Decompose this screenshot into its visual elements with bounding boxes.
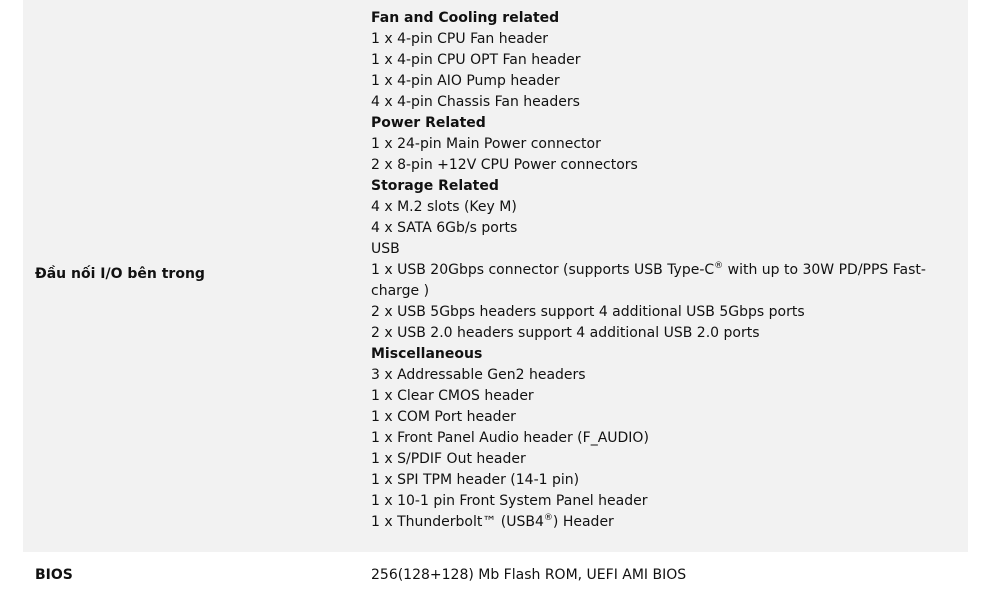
spec-label-internal-io: Đầu nối I/O bên trong bbox=[35, 266, 205, 282]
spec-list-item: 4 x M.2 slots (Key M) bbox=[371, 199, 517, 215]
spec-list-item: USB bbox=[371, 241, 400, 257]
spec-list-item: 1 x 4-pin CPU Fan header bbox=[371, 31, 549, 47]
spec-list-item: 1 x 4-pin AIO Pump header bbox=[371, 73, 560, 89]
spec-list-item: 4 x SATA 6Gb/s ports bbox=[371, 220, 518, 236]
spec-list-item: 1 x Front Panel Audio header (F_AUDIO) bbox=[371, 430, 649, 446]
spec-list-item: 2 x USB 5Gbps headers support 4 additional USB 5Gbps ports bbox=[371, 304, 805, 320]
spec-value-bios: 256(128+128) Mb Flash ROM, UEFI AMI BIOS bbox=[371, 567, 687, 583]
spec-list-item: 1 x 24-pin Main Power connector bbox=[371, 136, 601, 152]
spec-list-item: 1 x Thunderbolt™ (USB4®) Header bbox=[371, 513, 614, 530]
spec-list-item: 1 x SPI TPM header (14-1 pin) bbox=[371, 472, 580, 488]
spec-list-item: 2 x USB 2.0 headers support 4 additional USB 2.0 ports bbox=[371, 325, 760, 341]
spec-list-item: 1 x Clear CMOS header bbox=[371, 388, 534, 404]
spec-value-internal-io bbox=[371, 8, 961, 533]
spec-section-heading: Miscellaneous bbox=[371, 346, 483, 362]
spec-section-heading: Fan and Cooling related bbox=[371, 10, 560, 26]
spec-section-heading: Power Related bbox=[371, 115, 486, 131]
spec-list-item: 1 x 4-pin CPU OPT Fan header bbox=[371, 52, 581, 68]
spec-row-bios bbox=[0, 552, 985, 595]
spec-section-heading: Storage Related bbox=[371, 178, 499, 194]
spec-label-bios: BIOS bbox=[35, 567, 73, 583]
spec-list-item: 1 x USB 20Gbps connector (supports USB Type-C® with up to 30W PD/PPS Fast-charge ) bbox=[371, 261, 926, 299]
spec-list-item: 2 x 8-pin +12V CPU Power connectors bbox=[371, 157, 638, 173]
spec-list-item: 4 x 4-pin Chassis Fan headers bbox=[371, 94, 580, 110]
spec-list-item: 1 x S/PDIF Out header bbox=[371, 451, 526, 467]
spec-list-item: 3 x Addressable Gen2 headers bbox=[371, 367, 586, 383]
spec-list-item: 1 x 10-1 pin Front System Panel header bbox=[371, 493, 648, 509]
spec-list-item: 1 x COM Port header bbox=[371, 409, 516, 425]
